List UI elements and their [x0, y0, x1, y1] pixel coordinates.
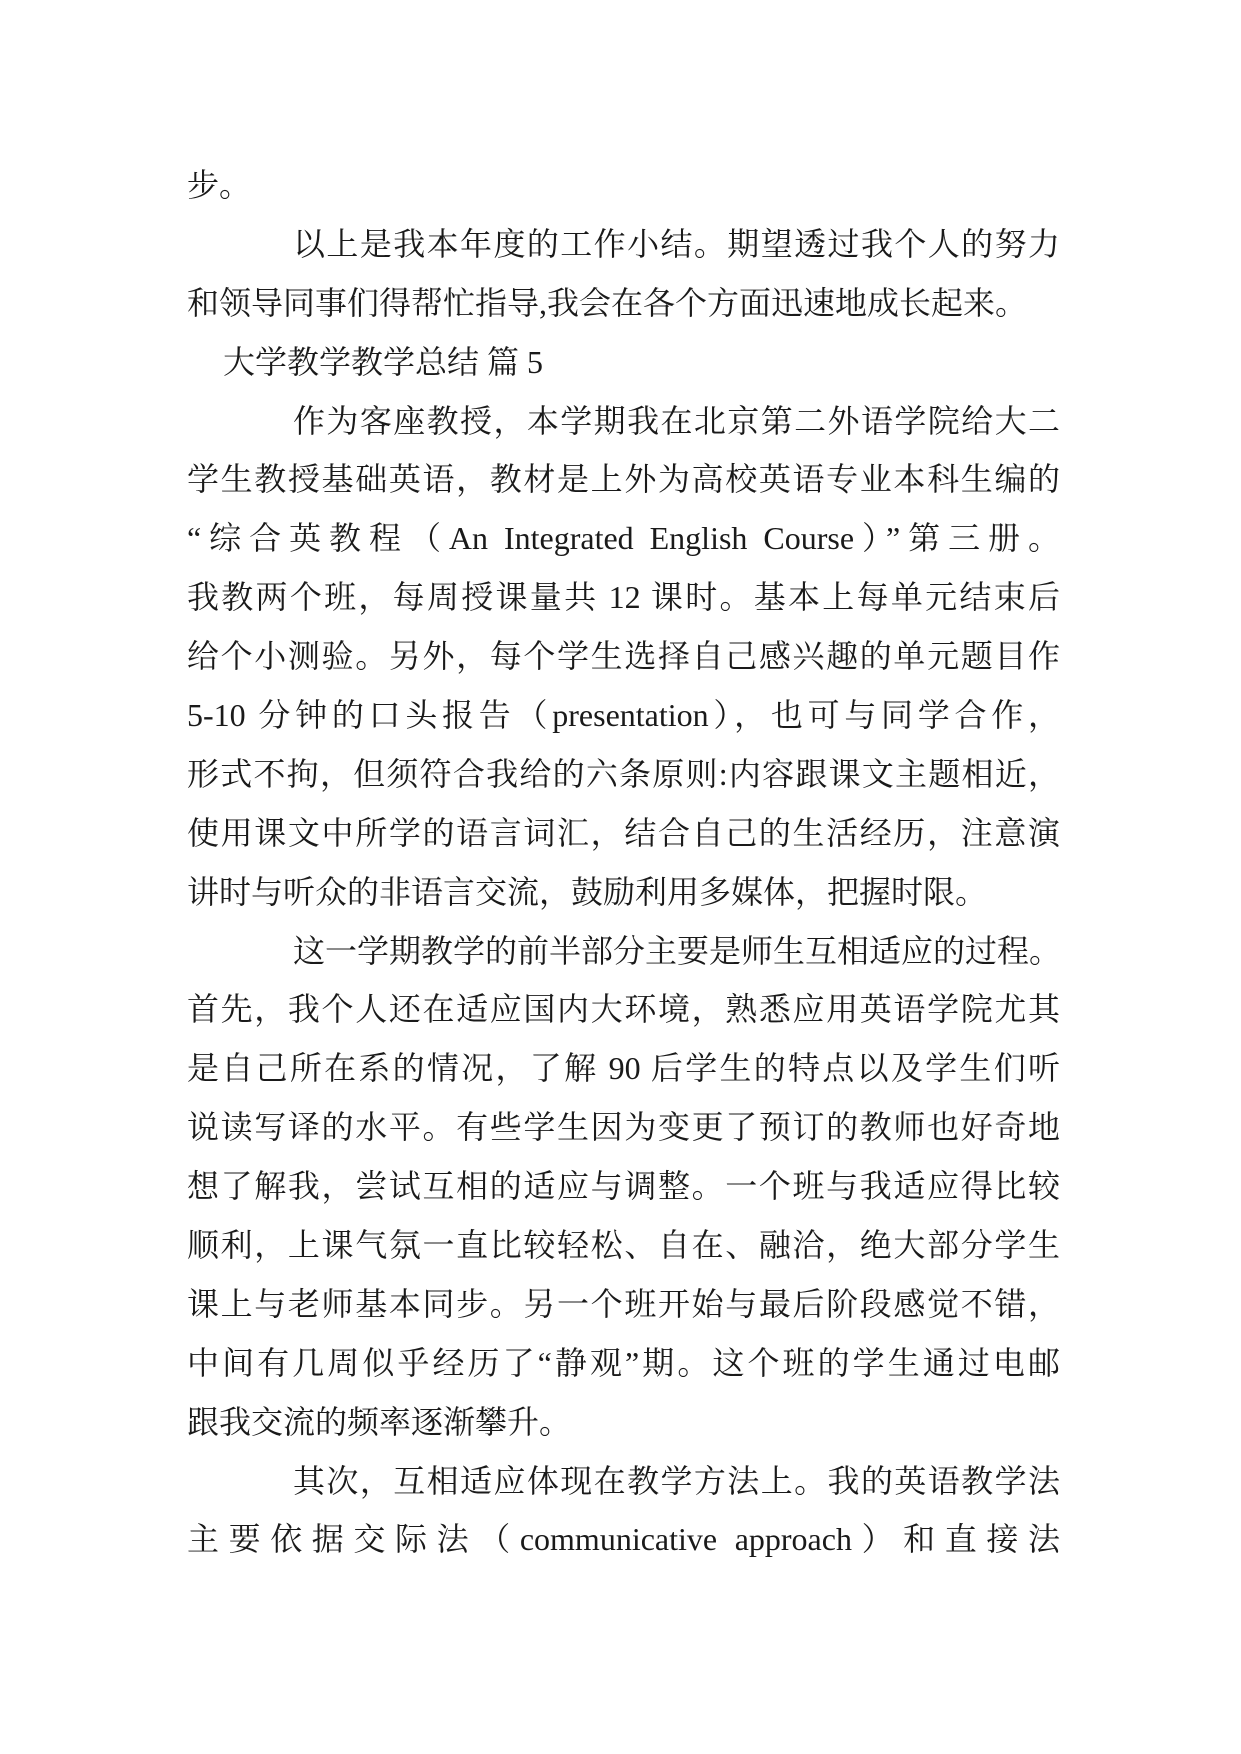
text-line: 想了解我，尝试互相的适应与调整。一个班与我适应得比较 — [187, 1168, 1060, 1205]
text-line: 以上是我本年度的工作小结。期望透过我个人的努力 — [293, 225, 1060, 262]
text-line: 说读写译的水平。有些学生因为变更了预订的教师也好奇地 — [187, 1109, 1060, 1146]
paragraph-summary — [187, 215, 1060, 333]
text-line: 其次，互相适应体现在教学方法上。我的英语教学法 — [293, 1462, 1060, 1499]
text-line: 和领导同事们得帮忙指导,我会在各个方面迅速地成长起来。 — [187, 284, 1028, 321]
text-line: 学生教授基础英语，教材是上外为高校英语专业本科生编的 — [187, 461, 1060, 498]
text-line: “综合英教程（An Integrated English Course）”第三册。 — [187, 520, 1060, 557]
paragraph-intro — [187, 392, 1060, 922]
text-line: 顺利，上课气氛一直比较轻松、自在、融洽，绝大部分学生 — [187, 1227, 1060, 1264]
paragraph-previous-end — [187, 156, 1060, 215]
section-heading: 大学教学教学总结 篇 5 — [223, 343, 544, 380]
text-line: 形式不拘，但须符合我给的六条原则:内容跟课文主题相近， — [187, 755, 1060, 792]
paragraph-second — [187, 1452, 1060, 1570]
text-line: 5-10 分钟的口头报告（presentation），也可与同学合作， — [187, 697, 1060, 734]
text-line: 是自己所在系的情况，了解 90 后学生的特点以及学生们听 — [187, 1050, 1060, 1087]
text-line: 给个小测验。另外，每个学生选择自己感兴趣的单元题目作 — [187, 638, 1060, 675]
text-line: 这一学期教学的前半部分主要是师生互相适应的过程。 — [293, 932, 1062, 969]
text-line: 讲时与听众的非语言交流，鼓励利用多媒体，把握时限。 — [187, 873, 988, 910]
text-line: 作为客座教授，本学期我在北京第二外语学院给大二 — [293, 402, 1060, 439]
text-line: 使用课文中所学的语言词汇，结合自己的生活经历，注意演 — [187, 814, 1060, 851]
text-line: 首先，我个人还在适应国内大环境，熟悉应用英语学院尤其 — [187, 991, 1060, 1028]
text-line: 我教两个班，每周授课量共 12 课时。基本上每单元结束后 — [187, 579, 1060, 616]
paragraph-first-half — [187, 922, 1060, 1452]
text-column — [187, 156, 1060, 1569]
text-line: 课上与老师基本同步。另一个班开始与最后阶段感觉不错， — [187, 1285, 1060, 1322]
text-line: 中间有几周似乎经历了“静观”期。这个班的学生通过电邮 — [187, 1344, 1060, 1381]
text-line: 步。 — [187, 167, 252, 203]
text-line: 跟我交流的频率逐渐攀升。 — [187, 1403, 572, 1440]
text-line: 主要依据交际法（communicative approach）和直接法 — [187, 1521, 1060, 1558]
